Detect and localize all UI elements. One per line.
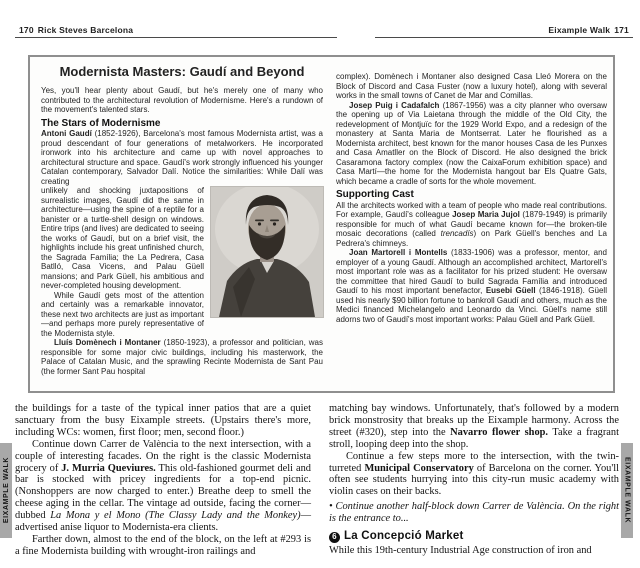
header-rule-right: [375, 37, 633, 38]
page-number-left: 170: [19, 25, 34, 35]
right-edge-section-tab: [621, 443, 633, 538]
body-paragraph-293: Farther down, almost to the end of the block, on the left at #293 is a fine Modernista building with wrought-iron railings and: [15, 533, 311, 557]
gaudi-portrait-photo: [211, 187, 323, 317]
left-edge-section-tab: [0, 443, 12, 538]
page-header-left: [15, 25, 133, 35]
page-number-right: 171: [614, 25, 629, 35]
box-intro-paragraph: Yes, you'll hear plenty about Gaudí, but he's merely one of many who contributed to the architectural revolution of Modernisme. Here's a rundown of the movement's talented stars.: [41, 86, 323, 114]
book-title: Rick Steves Barcelona: [37, 25, 134, 35]
right-tab-label: EIXAMPLE WALK: [623, 457, 631, 524]
stop-number-badge: 6: [329, 532, 340, 543]
box-heading-stars-of-modernisme: The Stars of Modernisme: [41, 117, 161, 129]
box-paragraph-puig: Josep Puig i Cadafalch (1867-1956) was a city planner who oversaw the opening up of Via Laietana through the middle of the Old City, the redevelopment of Montjuïc for the 1929 World Expo, and a redesign of the monastery at Santa Maria de Montserrat. Later he flourished as a Modernista architect, best known for the manor houses Casa de les Punxes and Casa Amatller on the Block of Discord. He also designed the brick Casaramona factory complex (now the CaixaForum exhibition space) and Casa Martí—the home for the Modernista hangout bar Els Quatre Gats, which became a cradle of sorts for the whole movement.: [336, 100, 608, 186]
body-right-column: [329, 403, 619, 557]
header-rule-left: [15, 37, 337, 38]
body-paragraph-market-intro: While this 19th-century Industrial Age construction of iron and: [329, 544, 592, 556]
body-paragraph-conservatory: Continue a few steps more to the intersection, with the twin-turreted Municipal Conservatory of Barcelona on the corner. You'll often see students hurrying into this city-run music academy with violin cases on their backs.: [329, 450, 619, 498]
sidebar-box-modernista-masters: [28, 55, 615, 393]
box-paragraph-jujol: All the architects worked with a team of people who made real contributions. For example, Gaudí's colleague Josep Maria Jujol (1879-1949) is primarily responsible for much of what Gaudí became known for—the broken-tile mosaic decorations (called trencadís) on Park Güell's benches and La Pedrera's chimneys.: [336, 200, 607, 248]
body-paragraph-navarro: matching bay windows. Unfortunately, that's followed by a modern brick monstrosity that breaks up the Eixample harmony. Across the street (#320), step into the Navarro flower shop. Take a fragrant stroll, looping deep into the shop.: [329, 403, 619, 450]
box-paragraph-domenech-cont: complex). Domènech i Montaner also designed Casa Lleó Morera on the Block of Discord and Casa Fuster (now a luxury hotel), along with several works in the small towns of Canet de Mar and Comillas.: [336, 72, 607, 100]
sidebar-box-left-column: [41, 86, 323, 376]
box-heading-supporting-cast: Supporting Cast: [336, 189, 414, 200]
stop-heading-label: La Concepció Market: [344, 530, 464, 543]
page-header-right: [375, 25, 633, 35]
box-paragraph-attention: While Gaudí gets most of the attention and certainly was a remarkable innovator, these next two architects are just as important—and perhaps more purely representative of the Modernista style.: [41, 290, 204, 338]
box-paragraph-gaudi-2: unlikely and shocking juxtapositions of surrealistic images, Gaudí did the same in architecture—using the spine of a reptile for a banister or a turtle-shell design on windows. Entire trips (and lives) are dedicated to seeing the works of Gaudí, but on a brief visit, the highlights include his great unfinished church, the Sagrada Família; the La Pedrera, Casa Batlló, Casa Vicens, and Palau Güell mansions; and Park Güell, his ambitious and never-completed housing development.: [41, 186, 204, 290]
left-tab-label: EIXAMPLE WALK: [2, 457, 10, 524]
box-paragraph-domenech: Lluís Domènech i Montaner (1850-1923), a professor and politician, was responsible for some major civic buildings, including his masterwork, the Palace of Catalan Music, and the sprawling Recinte Modernista de Sant Pau (the former Sant Pau hospital: [41, 338, 323, 376]
chapter-title: Eixample Walk: [548, 25, 611, 35]
box-paragraph-martorell: Joan Martorell i Montells (1833-1906) was a professor, mentor, and employer of a young Gaudí. Although an accomplished architect, Martorell's most important role was as a facilitator for his prized student: He oversaw the committee that hired Gaudí to build Sagrada Família and introduced Gaudí to his most important benefactor, Eusebi Güell (1846-1918). Güell used his nearly $90 billion fortune to bankroll Gaudí and others, much as the Medici financed Michelangelo and Leonardo da Vinci. Güell's name still adorns two of Gaudí's most important works: Palau Güell and Park Güell.: [336, 248, 607, 324]
walking-direction-note: • Continue another half-block down Carrer de València. On the right is the entrance to...: [329, 501, 619, 525]
box-paragraph-gaudi-1: Antoni Gaudí (1852-1926), Barcelona's most famous Modernista artist, was a proud descendant of four generations of metalworkers. He incorporated ironwork into his architecture and came up with novel approaches to architectural structure and space. Gaudí's work strongly influenced his younger Catalan contemporary, Salvador Dalí. Notice the similarities: While Dalí was creating: [41, 129, 323, 186]
sidebar-box-right-column: [336, 72, 607, 324]
body-paragraph-murria: Continue down Carrer de València to the next intersection, with a couple of interesting facades. On the right is the classic Modernista grocery of J. Murria Queviures. This old-fashioned gourmet deli and bar is stocked with pricey ingredients for a top-end picnic. (Nonshoppers are now charged to enter.) Breathe deep to smell the cheese aging in the cellar. The vintage ad outside, facing the corner—dubbed La Mona y el Mono (The Classy Lady and the Monkey)—advertised anise liquor to Modernista-era clients.: [15, 438, 311, 534]
sidebar-box-title: Modernista Masters: Gaudí and Beyond: [59, 64, 305, 79]
body-paragraph-patios: the buildings for a taste of the typical inner patios that are a quiet sanctuary from the busy Eixample streets. (Upstairs there's more, including WCs: women, first floor; men, second floor.): [15, 403, 311, 438]
stop-heading-la-concepcio-market: [329, 531, 619, 543]
body-left-column: [15, 403, 311, 558]
